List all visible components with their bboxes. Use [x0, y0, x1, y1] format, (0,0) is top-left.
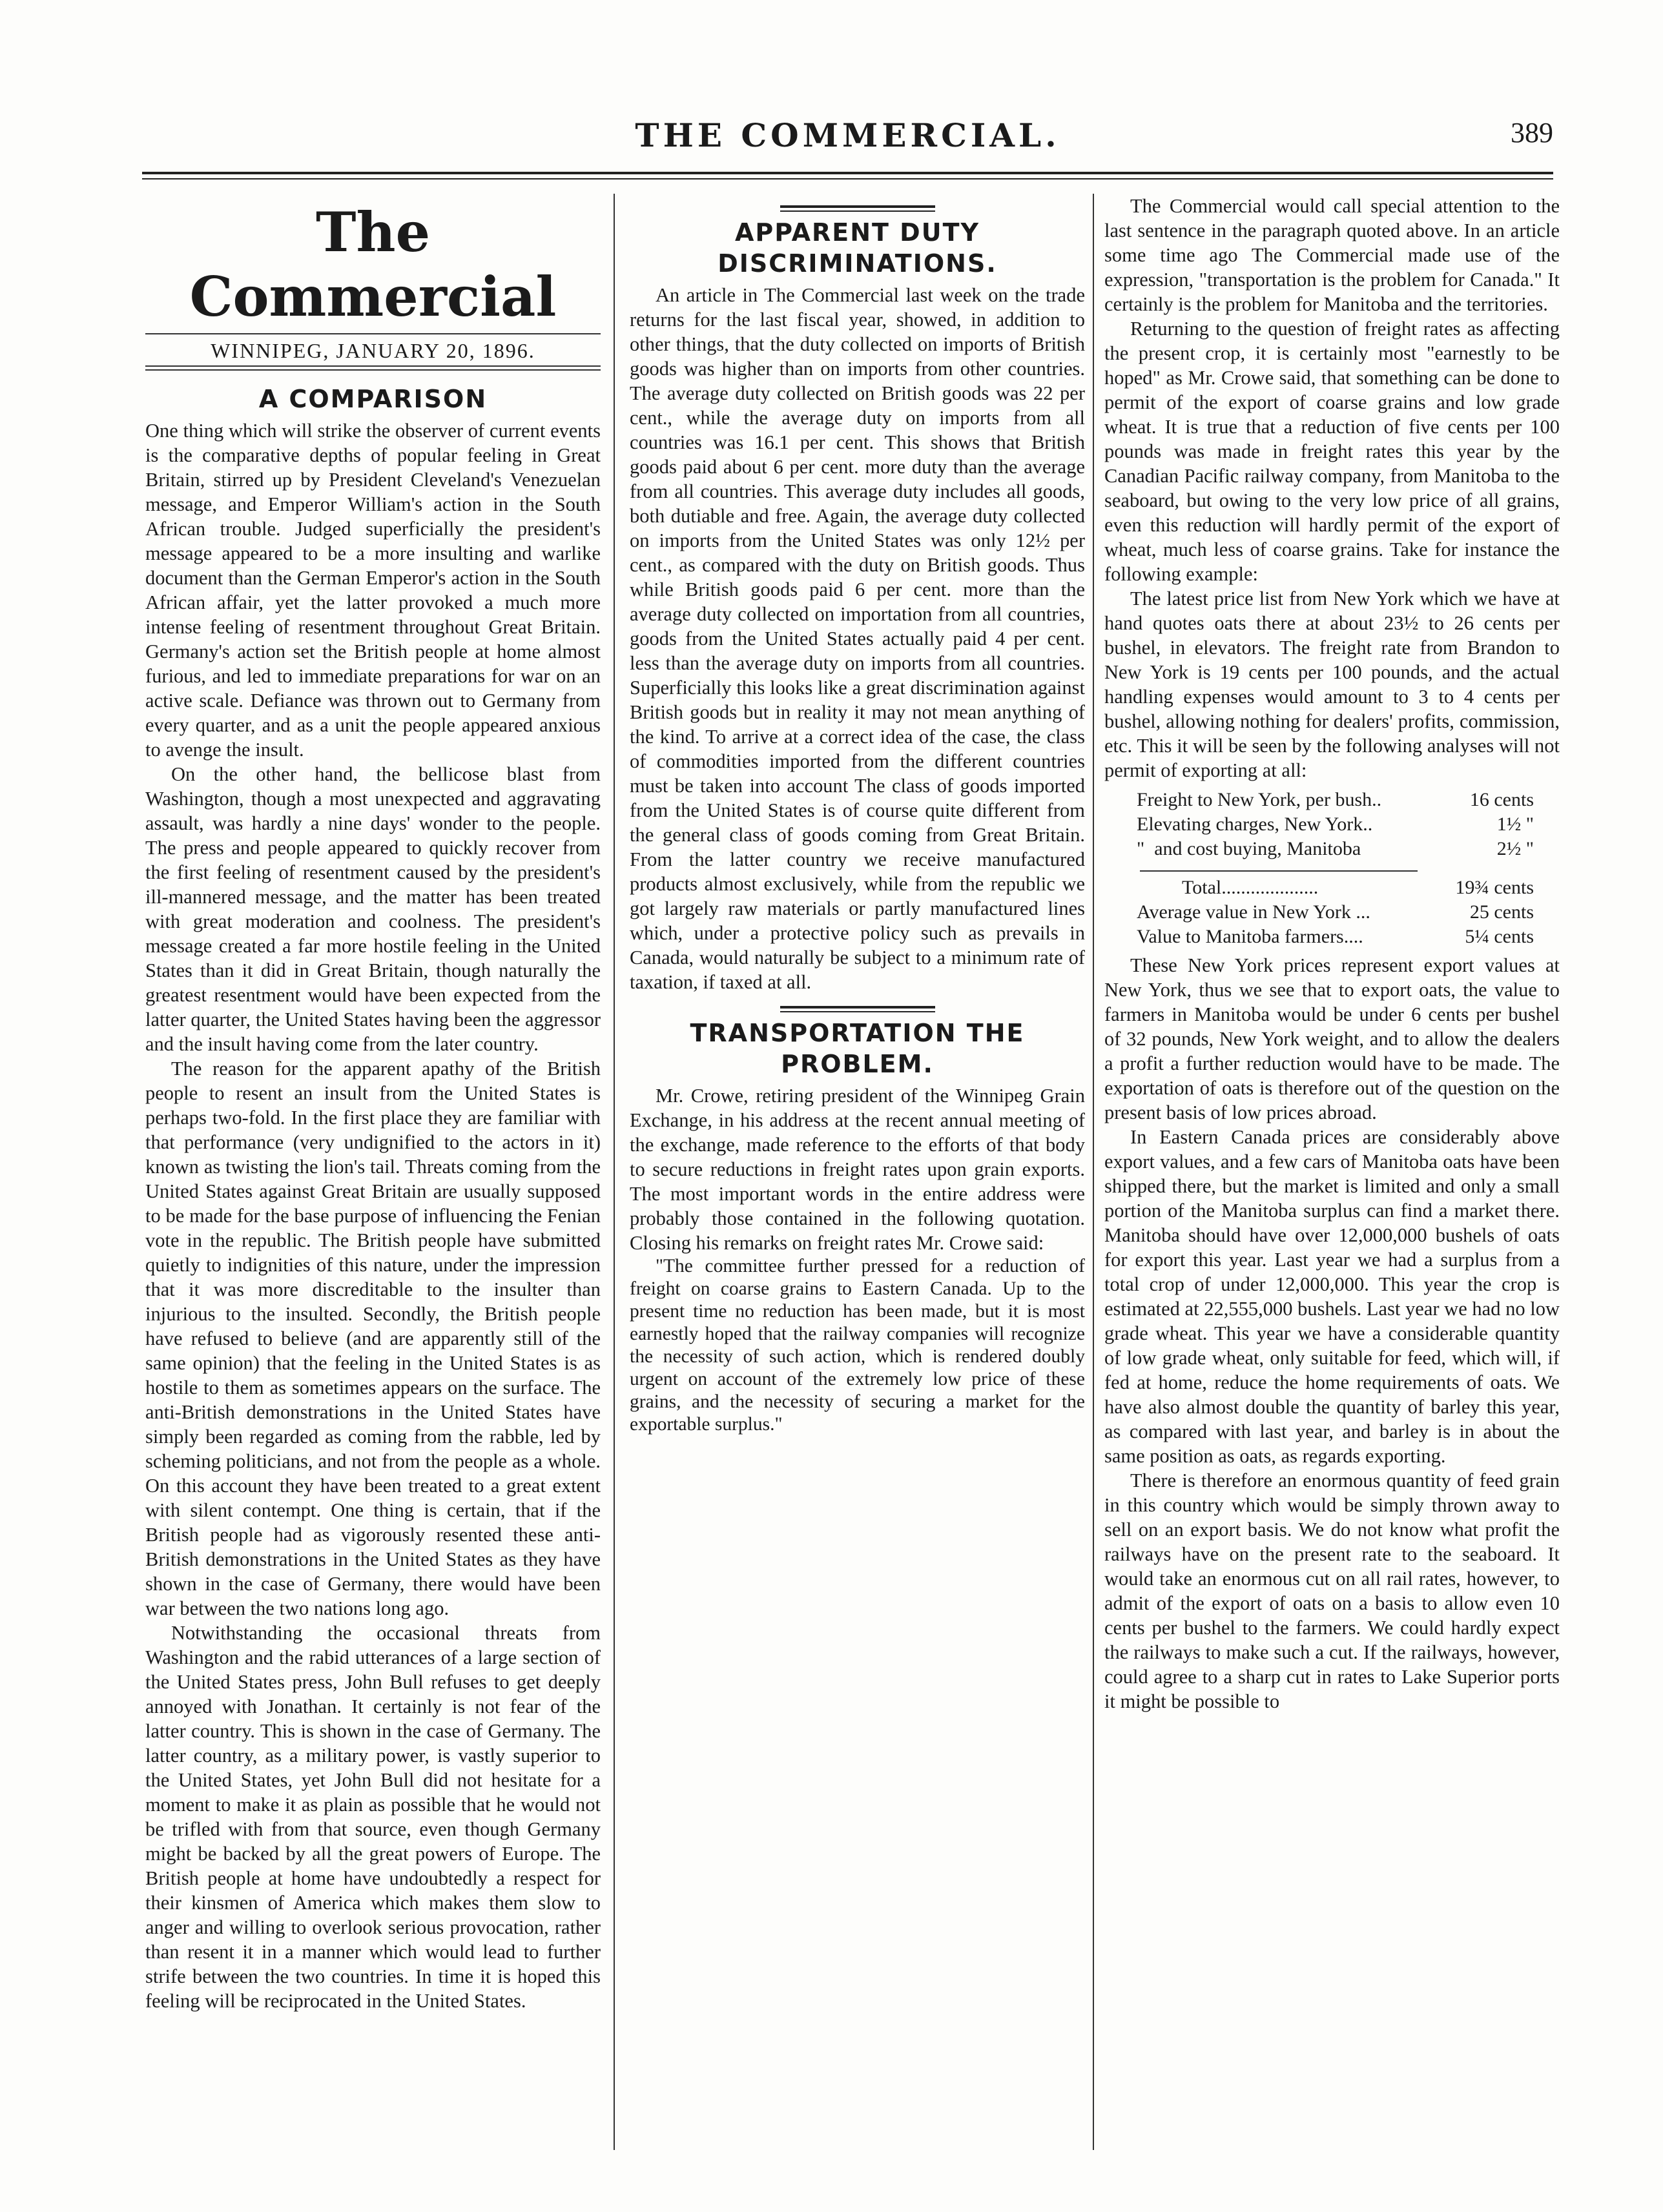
- masthead: THE COMMERCIAL.: [635, 116, 1060, 154]
- row-label: Average value in New York ...: [1137, 901, 1370, 923]
- row-label: Freight to New York, per bush..: [1137, 789, 1382, 810]
- paragraph: Mr. Crowe, retiring president of the Winnipeg Grain Exchange, in his address at the recent annual meeting of the exchange, made reference to the efforts of that body to secure reductions in freight rates upon grain exports. The most important words in the entire address were probably those contained in the following quotation. Closing his remarks on freight rates Mr. Crowe said:: [630, 1085, 1085, 1254]
- price-analysis-table: [1104, 788, 1560, 949]
- table-row: [1104, 925, 1560, 949]
- row-value: 25 cents: [1469, 901, 1534, 923]
- paragraph: The reason for the apparent apathy of the British people to resent an insult from the United States is perhaps two-fold. In the first place they are familiar with that performance (very undignified to the actors in it) known as twisting the lion's tail. Threats coming from the United States against Great Britain are usually supposed to be made for the base purpose of influencing the Fenian vote in the republic. The British people have submitted quietly to indignities of this nature, under the impression that it was more discreditable to the insulter than injurious to the insulted. Secondly, the British people have refused to believe (and are apparently still of the same opinion) that the feeling in the United States is as hostile to them as sometimes appears on the surface. The anti-British demonstrations in the United States have simply been regarded as coming from the rabble, led by scheming politicians, and not from the people as a whole. On this account they have been treated to a great extent with silent contempt. One thing is certain, that if the British people had as vigorously resented these anti-British demonstrations in the United States as they have shown in the case of Germany, there would have been war between the two nations long ago.: [145, 1058, 601, 1619]
- quotation: [630, 1255, 1085, 1436]
- table-row: [1104, 900, 1560, 925]
- column-2: [630, 194, 1085, 2150]
- paragraph: The Commercial would call special attention to the last sentence in the paragraph quoted above. In an article some time ago The Commercial made use of the expression, "transportation is the problem for Canada." It certainly is the problem for Manitoba and the territories.: [1104, 195, 1560, 315]
- paragraph: The latest price list from New York which we have at hand quotes oats there at about 23½ to 26 cents per bushel, in elevators. The freight rate from Brandon to New York is 19 cents per 100 pounds, and the actual handling expenses would amount to 3 to 4 cents per bushel, allowing nothing for dealers' profits, commission, etc. This it will be seen by the following analyses will not permit of exporting at all:: [1104, 588, 1560, 781]
- header-rule-thin: [142, 178, 1553, 179]
- dateline: WINNIPEG, JANUARY 20, 1896.: [211, 339, 535, 362]
- page-number: 389: [1511, 117, 1553, 148]
- row-label: Value to Manitoba farmers....: [1137, 926, 1363, 947]
- column-3: [1104, 194, 1560, 2150]
- row-value: 5¼ cents: [1465, 926, 1534, 947]
- column-divider: [1093, 194, 1094, 2150]
- column-divider: [614, 194, 615, 2150]
- paragraph: On the other hand, the bellicose blast from Washington, though a most unexpected and aggravating assault, was hardly a nine days' wonder to the people. The press and people appeared to quickly recover from the first feeling of resentment caused by the president's ill-mannered message, and the matter has been treated with great moderation and coolness. The president's message created a far more hostile feeling in the United States than it did in Great Britain, though naturally the greatest resentment would have been expected from the latter quarter, the United States having been the aggressor and the insult having come from the later country.: [145, 763, 601, 1055]
- row-value: 1½ ": [1496, 814, 1534, 835]
- paragraph: One thing which will strike the observer of current events is the comparative depths of popular feeling in Great Britain, stirred up by President Cleveland's Venezuelan message, and Emperor William's action in the South African trouble. Judged superficially the president's message appeared to be a more insulting and warlike document than the German Emperor's action in the South African affair, yet the latter provoked a much more intense feeling of resentment throughout Great Britain. Germany's action set the British people at home almost furious, and led to immediate preparations for war on an active scale. Defiance was thrown out to Germany from every quarter, and as a unit the people appeared anxious to avenge the insult.: [145, 420, 601, 761]
- row-value: 16 cents: [1469, 789, 1534, 810]
- row-value: 19¾ cents: [1455, 877, 1534, 898]
- paragraph: Notwithstanding the occasional threats from Washington and the rabid utterances of a large section of the United States press, John Bull refuses to get deeply annoyed with Jonathan. It certainly is not fear of the latter country. This is shown in the case of Germany. The latter country, as a military power, is vastly superior to the United States, yet John Bull did not hesitate for a moment to make it as plain as possible that he would not be trifled with from that source, even though Germany might be backed by all the great powers of Europe. The British people at home have undoubtedly a respect for their kinsmen of America which makes them slow to anger and willing to overlook serious provocation, rather than resent it in a manner which would lead to further strife between the two countries. In time it is hoped this feeling will be reciprocated in the United States.: [145, 1622, 601, 2012]
- row-label: Elevating charges, New York..: [1137, 814, 1373, 835]
- row-label: " and cost buying, Manitoba: [1137, 838, 1361, 859]
- quote-text: "The committee further pressed for a reduction of freight on coarse grains to Eastern Canada. Up to the present time no reduction has been made, but it is most earnestly hoped that the railway companies will recognize the necessity of such action, which is rendered doubly urgent on account of the extremely low price of these grains, and the necessity of securing a market for the exportable surplus.": [630, 1256, 1085, 1435]
- headline-comparison: A COMPARISON: [258, 385, 488, 413]
- row-value: 2½ ": [1496, 838, 1534, 859]
- row-label: Total....................: [1182, 877, 1319, 898]
- dateline-rule: [145, 365, 601, 371]
- headline-transport: TRANSPORTATION THE PROBLEM.: [690, 1019, 1025, 1078]
- total-rule: [1140, 870, 1418, 872]
- header-rule: [142, 172, 1553, 174]
- column-1: [145, 194, 601, 2150]
- paragraph: An article in The Commercial last week on the trade returns for the last fiscal year, showed, in addition to other things, that the duty collected on imports of British goods was higher than on imports from other countries. The average duty collected on British goods was 22 per cent., while the average duty on imports from all countries was 16.1 per cent. This shows that British goods paid about 6 per cent. more duty than the average from all countries. This average duty includes all goods, both dutiable and free. Again, the average duty collected on imports from the United States was only 12½ per cent., as compared with the duty on British goods. Thus while British goods paid 6 per cent. more than the average duty collected on importation from all countries, goods from the United States actually paid 4 per cent. less than the average duty on imports from all countries. Superficially this looks like a great discrimination against British goods but in reality it may not mean anything of the kind. To arrive at a correct idea of the case, the class of commodities imported from the different countries must be taken into account The class of goods imported from the United States is of course quite different from the general class of goods coming from Great Britain. From the latter country we receive manufactured products almost exclusively, while from the republic we got largely raw materials or partly manufactured lines which, under a protective policy such as prevails in Canada, would naturally be subject to a minimum rate of taxation, if taxed at all.: [630, 284, 1085, 993]
- paragraph: In Eastern Canada prices are considerably above export values, and a few cars of Manitoba oats have been shipped there, but the market is limited and only a small portion of the Manitoba surplus can find a market there. Manitoba should have over 12,000,000 bushels of oats for export this year. Last year we had a surplus from a total crop of under 12,000,000. This year the crop is estimated at 22,555,000 bushels. Last year we had no low grade wheat. This year we have a considerable quantity of low grade wheat, only suitable for feed, which will, if fed at home, reduce the home requirements of oats. We have also almost double the quantity of barley this year, as compared with last year, and barley is in about the same position as oats, as regards exporting.: [1104, 1126, 1560, 1467]
- section-divider: [780, 1006, 935, 1012]
- title-rule: [145, 333, 601, 334]
- table-row: [1104, 837, 1560, 861]
- paragraph: These New York prices represent export values at New York, thus we see that to export oats, the value to farmers in Manitoba would be under 6 cents per bushel of 32 pounds, New York weight, and to allow the dealers a profit a further reduction would have to be made. The exportation of oats is therefore out of the question on the present basis of low prices abroad.: [1104, 954, 1560, 1123]
- paragraph: There is therefore an enormous quantity of feed grain in this country which would be simply thrown away to sell on an export basis. We do not know what profit the railways have on the present rate to the seaboard. It would take an enormous cut on all rail rates, however, to admit of the export of oats on a basis to allow even 10 cents per bushel to the farmers. We could hardly expect the railways to make such a cut. If the railways, however, could agree to a sharp cut in rates to Lake Superior ports it might be possible to: [1104, 1470, 1560, 1712]
- page-header: [142, 116, 1553, 168]
- table-row: [1104, 788, 1560, 812]
- table-row-total: [1104, 876, 1560, 900]
- table-row: [1104, 812, 1560, 837]
- section-divider: [780, 205, 935, 212]
- paper-title: The Commercial: [189, 200, 557, 329]
- paragraph: Returning to the question of freight rates as affecting the present crop, it is certainly most "earnestly to be hoped" as Mr. Crowe said, that something can be done to permit of the export of coarse grains and low grade wheat. It is true that a reduction of five cents per 100 pounds was made in freight rates this year by the Canadian Pacific railway company, from Manitoba to the seaboard, but owing to the very low price of all grains, even this reduction will hardly permit of the export of wheat, much less of coarse grains. Take for instance the following example:: [1104, 318, 1560, 585]
- headline-duty: APPARENT DUTY DISCRIMINATIONS.: [718, 218, 997, 278]
